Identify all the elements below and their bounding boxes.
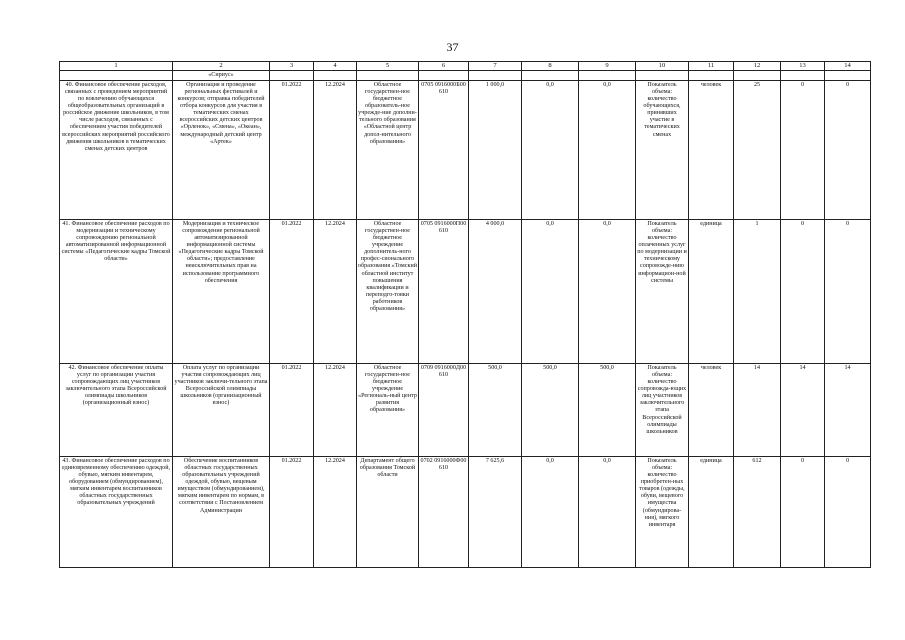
cell-indicator: Показатель объема: количество приобретен-ных товаров (одежды, обуви, вещевого имущества (обмундирова-ния), мягкого инвентаря [636, 457, 689, 568]
cell-sum-2022: 500,0 [469, 364, 522, 457]
cell-measure: Организация и проведение региональных фестивалей и конкурсов; отправка победителей отбора конкурсов для участия в тематических сменах всероссийских детских центров «Орленок», «Смена», «Океан», международный детский центр «Артек» [173, 81, 270, 220]
cell-value-2024: 0 [825, 220, 871, 364]
cell-sum-2022: 7 625,6 [469, 457, 522, 568]
cell-activity: 41. Финансовое обеспечение расходов по модернизации и техническому сопровождению региональной автоматизированной информационной системы «Педагогические кадры Томской области» [60, 220, 173, 364]
cell-code: 0702 0916000Ф00 610 [419, 457, 469, 568]
column-number-row [60, 62, 871, 71]
cell-code: 0705 0916000П00 610 [419, 220, 469, 364]
col-header-13: 13 [781, 62, 825, 71]
cell-code: 0709 0916000Д00 610 [419, 364, 469, 457]
cell-unit: единица [689, 220, 734, 364]
cell-executor: Областное государствен-ное бюджетное образователь-ное учрежде-ние дополни-тельного образования «Областной центр допол-нительного образования» [357, 81, 419, 220]
col-header-3: 3 [270, 62, 314, 71]
col-header-8: 8 [522, 62, 579, 71]
cell-sum-2024: 0,0 [579, 457, 636, 568]
cell-value-2023: 0 [781, 220, 825, 364]
table-row [60, 81, 871, 220]
col-header-2: 2 [173, 62, 270, 71]
cell-sum-2023: 0,0 [522, 457, 579, 568]
col-header-10: 10 [636, 62, 689, 71]
cell-activity: 40. Финансовое обеспечение расходов, связанных с проведением мероприятий по вовлечению обучающихся общеобразовательных организаций в российское движение школьников, в том числе расходов, связанных с обеспечением участия победителей всероссийских мероприятий российского движения школьников в тематических сменах детских центров [60, 81, 173, 220]
cell-continuation: «Сириус» [173, 71, 270, 81]
col-header-1: 1 [60, 62, 173, 71]
cell-sum-2023: 500,0 [522, 364, 579, 457]
cell-sum-2023: 0,0 [522, 81, 579, 220]
cell-sum-2022: 1 000,0 [469, 81, 522, 220]
cell-sum-2024: 0,0 [579, 81, 636, 220]
cell-value-2024: 0 [825, 457, 871, 568]
col-header-9: 9 [579, 62, 636, 71]
cell-executor: Областное государствен-ное бюджетное учреждение дополнитель-ного профес-сионального образования «Томский областной институт повышения квалификации и переподго-товки работников образования» [357, 220, 419, 364]
cell-value-2023: 0 [781, 457, 825, 568]
cell-value-2024: 0 [825, 81, 871, 220]
col-header-14: 14 [825, 62, 871, 71]
cell-value-2022: 1 [734, 220, 781, 364]
cell-indicator: Показатель объема: количество сопровожда-ющих лиц участников заключительного этапа Всероссийской олимпиады школьников [636, 364, 689, 457]
cell-value-2023: 14 [781, 364, 825, 457]
col-header-11: 11 [689, 62, 734, 71]
cell-sum-2024: 500,0 [579, 364, 636, 457]
cell-indicator: Показатель объема: количество оплаченных услуг по модернизации и техническому сопровожде-нию информацион-ной системы [636, 220, 689, 364]
page-number: 37 [446, 40, 459, 54]
table-row [60, 220, 871, 364]
cell-start: 01.2022 [270, 364, 314, 457]
col-header-4: 4 [314, 62, 357, 71]
cell-start: 01.2022 [270, 220, 314, 364]
col-header-6: 6 [419, 62, 469, 71]
cell-start: 01.2022 [270, 457, 314, 568]
cell-unit: человек [689, 81, 734, 220]
cell-sum-2022: 4 000,0 [469, 220, 522, 364]
table-row [60, 364, 871, 457]
program-activities-table [59, 61, 871, 568]
cell-end: 12.2024 [314, 457, 357, 568]
table-row [60, 457, 871, 568]
cell-activity: 42. Финансовое обеспечение оплаты услуг по организации участия сопровождающих лиц участников заключительного этапа Всероссийской олимпиады школьников (организационный взнос) [60, 364, 173, 457]
cell-measure: Обеспечение воспитанников областных государственных образовательных учреждений одеждой, обувью, вещевым имуществом (обмундированием), мягким инвентарем по нормам, в соответствии с Постановлением Администрации [173, 457, 270, 568]
cell-executor: Департамент общего образования Томской области [357, 457, 419, 568]
cell-activity: 43. Финансовое обеспечение расходов по единовременному обеспечению одеждой, обувью, мягким инвентарем, оборудованием (обмундированием), мягким инвентарем воспитанников областных государственных образовательных учреждений [60, 457, 173, 568]
col-header-7: 7 [469, 62, 522, 71]
cell-code: 0705 0916000Б00 610 [419, 81, 469, 220]
cell-end: 12.2024 [314, 220, 357, 364]
continuation-row [60, 71, 871, 81]
cell-measure: Модернизация и техническое сопровождение региональной автоматизированной информационной системы «Педагогические кадры Томской области»; предоставление неисключительных прав на использование программного обеспечения [173, 220, 270, 364]
cell-indicator: Показатель объема: количество обучающихся, принявших участие в тематических сменах [636, 81, 689, 220]
cell-value-2022: 612 [734, 457, 781, 568]
cell-end: 12.2024 [314, 364, 357, 457]
cell-executor: Областное государствен-ное бюджетное учреждение «Региональ-ный центр развития образования» [357, 364, 419, 457]
cell-end: 12.2024 [314, 81, 357, 220]
cell-value-2022: 14 [734, 364, 781, 457]
cell-start: 01.2022 [270, 81, 314, 220]
cell-measure: Оплата услуг по организации участия сопровождающих лиц участников заключи-тельного этапа Всероссийской олимпиады школьников (организационный взнос) [173, 364, 270, 457]
cell-unit: единица [689, 457, 734, 568]
cell-sum-2024: 0,0 [579, 220, 636, 364]
cell-value-2023: 0 [781, 81, 825, 220]
cell-value-2022: 25 [734, 81, 781, 220]
cell-unit: человек [689, 364, 734, 457]
cell-sum-2023: 0,0 [522, 220, 579, 364]
col-header-5: 5 [357, 62, 419, 71]
cell-value-2024: 14 [825, 364, 871, 457]
col-header-12: 12 [734, 62, 781, 71]
